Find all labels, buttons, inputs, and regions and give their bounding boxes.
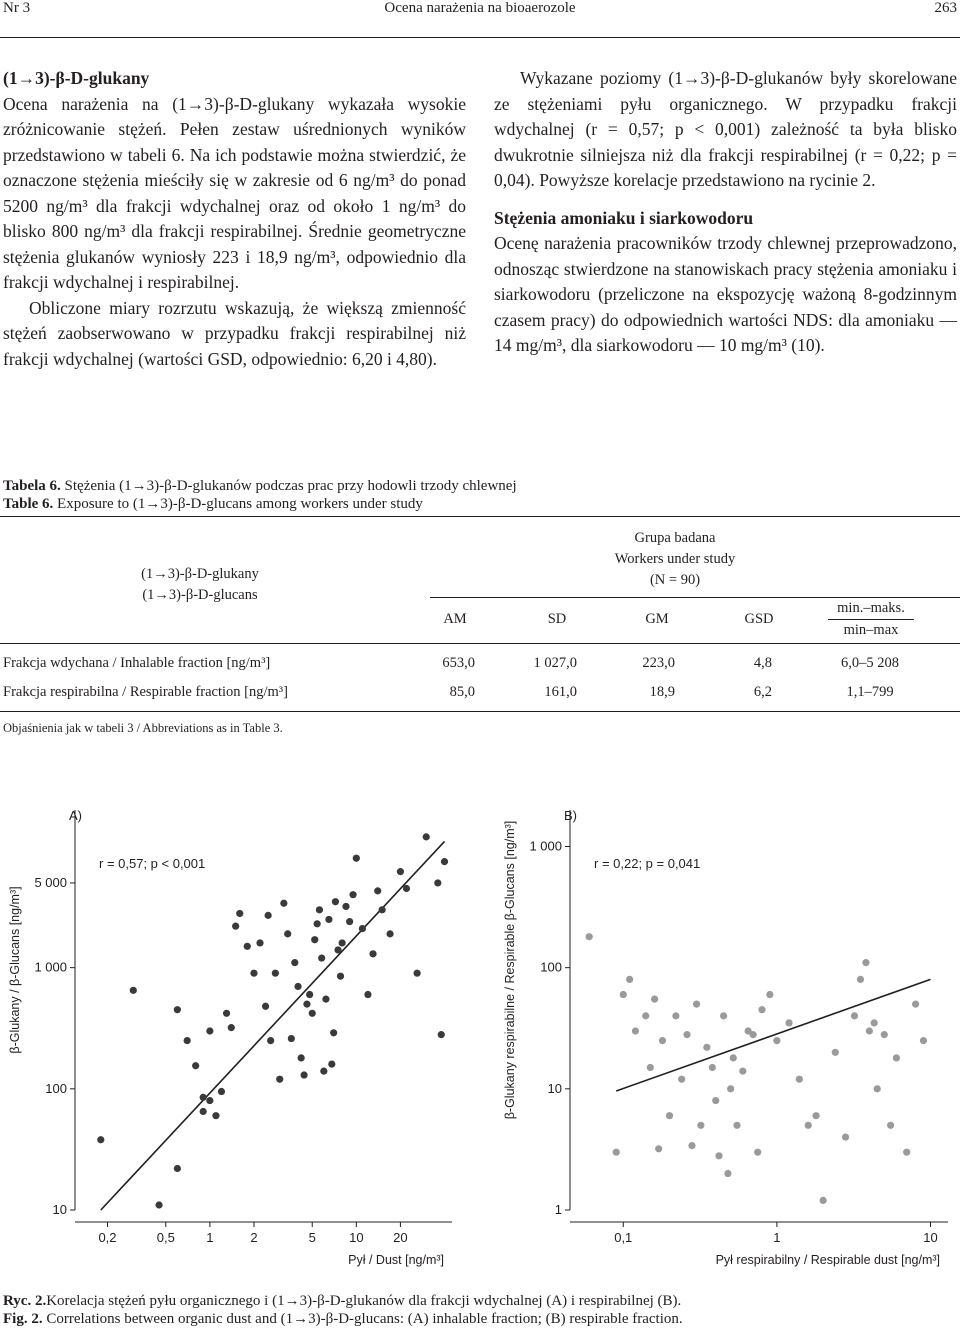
page-header (0, 0, 960, 18)
data-point (294, 983, 301, 990)
data-point (369, 950, 376, 957)
table-cell: 161,0 (544, 684, 577, 700)
data-point (903, 1149, 910, 1156)
data-point (262, 1003, 269, 1010)
data-point (766, 991, 773, 998)
data-point (218, 1088, 225, 1095)
data-point (773, 1037, 780, 1044)
x-tick-label: 0,1 (614, 1230, 633, 1245)
data-point (206, 1027, 213, 1034)
column-header-range (816, 598, 926, 641)
table-title-pl: Stężenia (1→3)-β-D-glukanów podczas prac przy hodowli trzody chlewnej (64, 478, 517, 494)
data-point (749, 1031, 756, 1038)
table-row-label: Frakcja respirabilna / Respirable fraction [ng/m³] (3, 684, 288, 700)
correlation-annotation: r = 0,22; p = 0,041 (594, 856, 701, 871)
data-point (97, 1136, 104, 1143)
regression-line (101, 841, 445, 1210)
paragraph: Obliczone miary rozrzutu wskazują, że większą zmienność stężeń zaobserwowano w przypadku frakcji respirabilnej niż frakcji wdychalnej (wartości GSD, odpowiednio: 6,20 i 4,80). (3, 297, 466, 369)
table-bottom-rule (0, 711, 960, 712)
data-point (318, 954, 325, 961)
column-header-gsd: GSD (744, 611, 774, 627)
row-header-en: (1→3)-β-D-glucans (142, 587, 258, 603)
data-point (184, 1037, 191, 1044)
y-axis-title: β-Glukany / β-Glucans [ng/m³] (8, 886, 22, 1054)
data-point (666, 1112, 673, 1119)
running-title: Ocena narażenia na bioaerozole (384, 0, 576, 16)
x-tick-label: 20 (393, 1230, 408, 1245)
x-axis-title: Pył / Dust [ng/m³] (348, 1253, 444, 1267)
group-header-n: (N = 90) (649, 572, 701, 588)
panel-label: B) (564, 808, 577, 823)
group-header-cell (560, 528, 790, 591)
table-cell: 6,2 (753, 684, 772, 700)
range-header-pl: min.–maks. (837, 600, 905, 616)
data-point (727, 1085, 734, 1092)
y-tick-label: 1 (554, 1202, 562, 1217)
data-point (284, 930, 291, 937)
data-point (359, 925, 366, 932)
data-point (881, 1031, 888, 1038)
data-point (314, 920, 321, 927)
figure-scatter-plots (0, 800, 960, 1280)
data-point (309, 1010, 316, 1017)
data-point (730, 1054, 737, 1061)
data-point (647, 1064, 654, 1071)
row-header-pl: (1→3)-β-D-glukany (141, 566, 259, 582)
data-point (265, 912, 272, 919)
data-point (339, 939, 346, 946)
data-point (280, 900, 287, 907)
data-point (655, 1145, 662, 1152)
data-point (724, 1170, 731, 1177)
data-point (200, 1108, 207, 1115)
table-label-en: Table 6. (3, 496, 54, 512)
journal-issue: Nr 3 (3, 0, 31, 16)
row-header-cell (130, 564, 270, 606)
data-point (920, 1037, 927, 1044)
data-point (256, 939, 263, 946)
data-point (174, 1006, 181, 1013)
data-point (236, 910, 243, 917)
data-point (758, 1006, 765, 1013)
data-point (678, 1076, 685, 1083)
header-rule (0, 37, 960, 38)
figure-label-en: Fig. 2. (3, 1311, 43, 1327)
table-cell: 85,0 (449, 684, 475, 700)
data-point (874, 1085, 881, 1092)
data-point (683, 1031, 690, 1038)
data-point (192, 1062, 199, 1069)
range-header-en: min–max (828, 619, 914, 641)
section-heading-glucans: (1→3)-β-D-glukany (3, 68, 150, 88)
table-title-en: Exposure to (1→3)-β-D-glucans among workers under study (57, 496, 423, 512)
data-point (712, 1097, 719, 1104)
table-cell: 1,1–799 (846, 684, 894, 700)
section-heading-ammonia: Stężenia amoniaku i siarkowodoru (494, 207, 754, 228)
left-column (3, 66, 466, 372)
data-point (812, 1112, 819, 1119)
data-point (330, 1029, 337, 1036)
data-point (332, 898, 339, 905)
data-point (316, 906, 323, 913)
data-point (200, 1094, 207, 1101)
data-point (613, 1149, 620, 1156)
data-point (715, 1152, 722, 1159)
data-point (325, 916, 332, 923)
data-point (805, 1122, 812, 1129)
figure-label-pl: Ryc. 2. (3, 1293, 47, 1309)
data-point (276, 1076, 283, 1083)
data-point (887, 1122, 894, 1129)
data-point (397, 868, 404, 875)
data-point (155, 1201, 162, 1208)
data-point (703, 1044, 710, 1051)
data-point (267, 1037, 274, 1044)
data-point (364, 991, 371, 998)
data-point (438, 1031, 445, 1038)
data-point (697, 1122, 704, 1129)
table-cell: 1 027,0 (533, 655, 577, 671)
panel-label: A) (69, 808, 82, 823)
data-point (223, 1010, 230, 1017)
data-point (693, 1001, 700, 1008)
figure-text-en: Correlations between organic dust and (1→3)-β-D-glucans: (A) inhalable fraction; (B) respirable fraction. (46, 1311, 683, 1327)
data-point (912, 1001, 919, 1008)
paragraph: Wykazane poziomy (1→3)-β-D-glukanów były skorelowane ze stężeniami pyłu organicznego. W przypadku frakcji wdychalnej (r = 0,57; p < 0,001) zależność ta była blisko dwukrotnie silniejsza niż dla frakcji respirabilnej (r = 0,22; p = 0,04). Powyższe korelacje przedstawiono na rycinie 2. (494, 68, 957, 190)
data-point (130, 987, 137, 994)
data-point (709, 1064, 716, 1071)
y-tick-label: 10 (52, 1202, 67, 1217)
data-point (434, 879, 441, 886)
data-point (250, 970, 257, 977)
y-tick-label: 10 (547, 1080, 562, 1096)
paragraph: Ocena narażenia na (1→3)-β-D-glukany wykazała wysokie zróżnicowanie stężeń. Pełen zestaw uśrednionych wyników przedstawiono w tabeli 6. Na ich podstawie można stwierdzić, że oznaczone stężenia mieściły się w zakresie od 6 ng/m³ do ponad 5200 ng/m³ dla frakcji wdychalnej oraz od około 1 ng/m³ do blisko 800 ng/m³ dla frakcji respirabilnej. Średnie geometryczne stężenia glukanów wyniosły 223 i 18,9 ng/m³, odpowiednio dla frakcji wdychalnej i respirabilnej. (3, 93, 466, 292)
data-point (832, 1049, 839, 1056)
data-point (620, 991, 627, 998)
data-point (796, 1076, 803, 1083)
data-point (871, 1019, 878, 1026)
paragraph: Ocenę narażenia pracowników trzody chlewnej przeprowadzono, odnosząc stwierdzone na stanowiskach pracy stężenia amoniaku i siarkowodoru (przeliczone na ekspozycję ważoną 8-godzinnym czasem pracy) do odpowiednich wartości NDS: dla amoniaku — 14 mg/m³, dla siarkowodoru — 10 mg/m³ (10). (494, 233, 957, 355)
table-note: Objaśnienia jak w tabeli 3 / Abbreviations as in Table 3. (3, 721, 283, 735)
data-point (337, 973, 344, 980)
x-tick-label: 10 (349, 1230, 364, 1245)
data-point (866, 1027, 873, 1034)
data-point (820, 1197, 827, 1204)
data-point (353, 855, 360, 862)
table-row-label: Frakcja wdychana / Inhalable fraction [ng/m³] (3, 655, 271, 671)
y-tick-label: 5 000 (34, 874, 67, 890)
data-point (174, 1165, 181, 1172)
figure-text-pl: Korelacja stężeń pyłu organicznego i (1→3)-β-D-glukanów dla frakcji wdychalnej (A) i respirabilnej (B). (46, 1293, 682, 1309)
data-point (720, 1012, 727, 1019)
x-tick-label: 1 (206, 1230, 214, 1245)
data-point (733, 1122, 740, 1129)
data-point (311, 936, 318, 943)
data-point (785, 1019, 792, 1026)
data-point (346, 918, 353, 925)
data-point (328, 1060, 335, 1067)
data-point (301, 1071, 308, 1078)
data-point (212, 1112, 219, 1119)
data-point (386, 930, 393, 937)
x-tick-label: 5 (308, 1230, 316, 1245)
table-cell: 4,8 (753, 655, 772, 671)
group-header-en: Workers under study (614, 551, 736, 567)
table-cell: 6,0–5 208 (841, 655, 899, 671)
column-header-am: AM (443, 611, 467, 627)
table-cell: 223,0 (642, 655, 675, 671)
table-caption (3, 477, 517, 513)
data-point (320, 1068, 327, 1075)
data-point (893, 1054, 900, 1061)
figure-caption (3, 1292, 683, 1328)
data-point (232, 923, 239, 930)
data-point (244, 943, 251, 950)
data-point (334, 946, 341, 953)
data-point (754, 1149, 761, 1156)
data-point (379, 906, 386, 913)
y-axis-title: β-Glukany respirabilne / Respirable β-Glucans [ng/m³] (503, 820, 517, 1120)
y-tick-label: 1 000 (529, 838, 562, 854)
x-tick-label: 0,2 (98, 1230, 117, 1245)
data-point (342, 903, 349, 910)
data-point (659, 1037, 666, 1044)
data-point (423, 833, 430, 840)
y-tick-label: 1 000 (34, 959, 67, 975)
column-header-sd: SD (547, 611, 567, 627)
data-point (291, 959, 298, 966)
data-point (228, 1024, 235, 1031)
x-axis-title: Pył respirabilny / Respirable dust [ng/m³] (715, 1253, 940, 1267)
data-point (414, 970, 421, 977)
data-point (672, 1012, 679, 1019)
data-point (586, 933, 593, 940)
table-label-pl: Tabela 6. (3, 478, 61, 494)
data-point (303, 1001, 310, 1008)
correlation-annotation: r = 0,57; p < 0,001 (99, 856, 206, 871)
data-point (349, 891, 356, 898)
group-header-pl: Grupa badana (634, 530, 716, 546)
data-point (851, 1012, 858, 1019)
x-tick-label: 10 (923, 1230, 938, 1245)
data-point (206, 1097, 213, 1104)
table-cell: 653,0 (442, 655, 475, 671)
column-header-gm: GM (645, 611, 669, 627)
table-top-rule (0, 516, 960, 517)
data-point (306, 991, 313, 998)
data-point (441, 858, 448, 865)
data-point (862, 959, 869, 966)
page-number: 263 (934, 0, 957, 16)
data-point (298, 1054, 305, 1061)
x-tick-label: 2 (250, 1230, 258, 1245)
y-tick-label: 100 (540, 959, 562, 975)
data-point (739, 1068, 746, 1075)
data-point (651, 996, 658, 1003)
data-point (288, 1035, 295, 1042)
x-tick-label: 0,5 (156, 1230, 175, 1245)
data-point (322, 996, 329, 1003)
data-point (272, 970, 279, 977)
right-column (494, 66, 957, 359)
data-point (642, 1012, 649, 1019)
x-tick-label: 1 (773, 1230, 781, 1245)
y-tick-label: 100 (45, 1080, 67, 1096)
table-header-rule (0, 643, 960, 644)
data-point (374, 887, 381, 894)
data-point (688, 1142, 695, 1149)
data-point (842, 1133, 849, 1140)
data-point (857, 976, 864, 983)
data-point (632, 1027, 639, 1034)
data-point (626, 976, 633, 983)
data-point (403, 885, 410, 892)
table-cell: 18,9 (649, 684, 675, 700)
